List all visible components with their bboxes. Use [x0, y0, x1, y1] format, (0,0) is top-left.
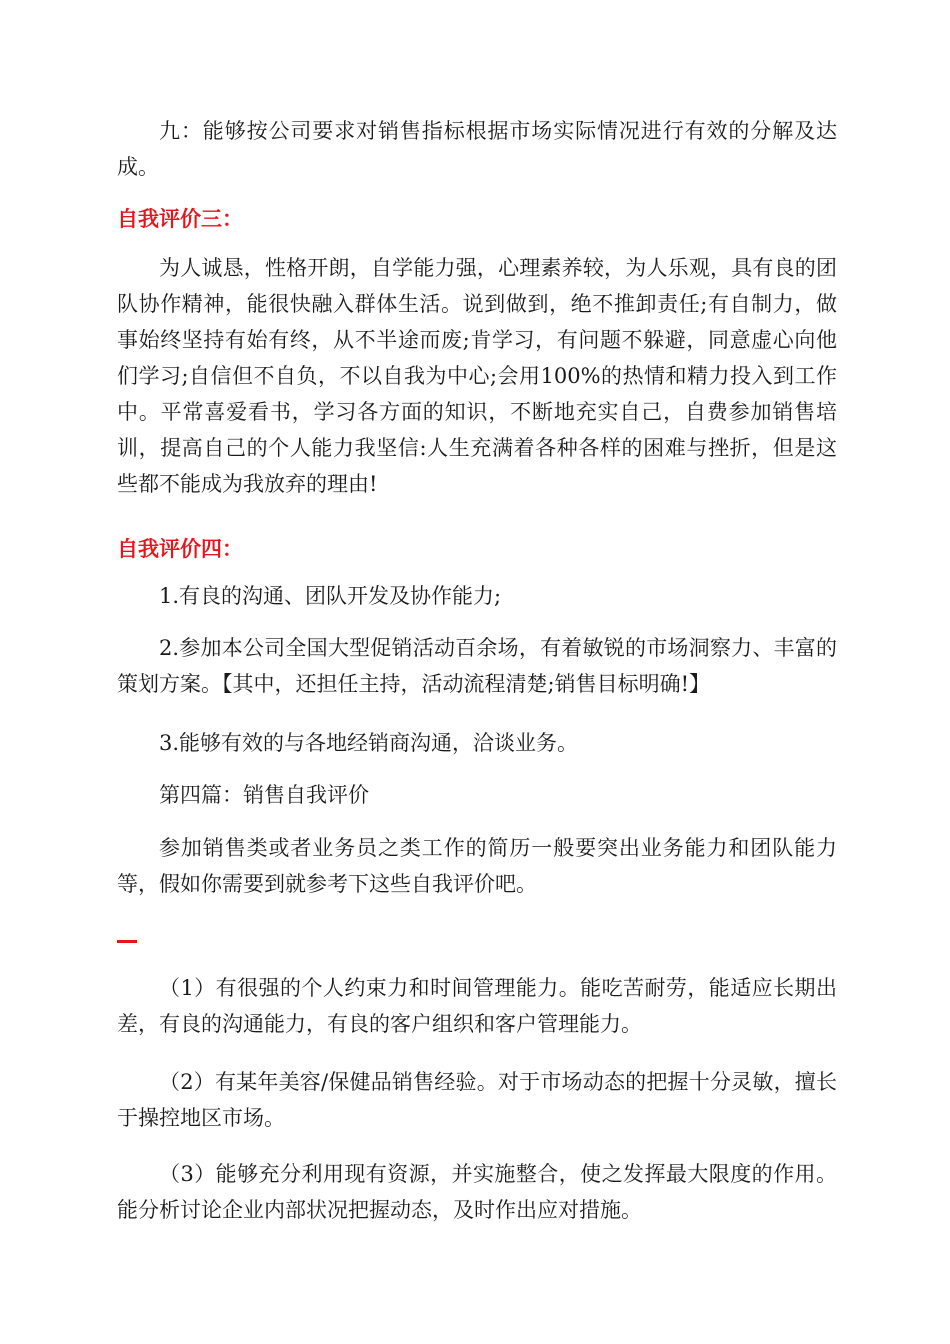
list-item-eval4-1: 1.有良的沟通、团队开发及协作能力; [159, 584, 502, 608]
heading-self-evaluation-4: 自我评价四： [117, 537, 243, 561]
paragraph-evaluation-3-body: 为人诚恳，性格开朗，自学能力强，心理素养较，为人乐观，具有良的团队协作精神，能很快融入群体生活。说到做到，绝不推卸责任;有自制力，做事始终坚持有始有终，从不半途而废;肯学习，有问题不躲避，同意虚心向他们学习;自信但不自负，不以自我为中心;会用100%的热情和精力投入到工作中。平常喜爱看书，学习各方面的知识，不断地充实自己，自费参加销售培训，提高自己的个人能力我坚信:人生充满着各种各样的困难与挫折，但是这些都不能成为我放弃的理由! [117, 256, 837, 496]
list-item-eval4-2: 2.参加本公司全国大型促销活动百余场，有着敏锐的市场洞察力、丰富的策划方案。【其中，还担任主持，活动流程清楚;销售目标明确!】 [117, 636, 837, 696]
list-item-2: （2）有某年美容/保健品销售经验。对于市场动态的把握十分灵敏，擅长于操控地区市场。 [117, 1070, 837, 1130]
article-4-intro: 参加销售类或者业务员之类工作的简历一般要突出业务能力和团队能力等，假如你需要到就参考下这些自我评价吧。 [117, 836, 837, 896]
heading-self-evaluation-3: 自我评价三： [117, 207, 243, 231]
section-dash-mark [117, 940, 137, 943]
list-item-3: （3）能够充分利用现有资源，并实施整合，使之发挥最大限度的作用。能分析讨论企业内部状况把握动态，及时作出应对措施。 [117, 1162, 837, 1222]
list-item-1: （1）有很强的个人约束力和时间管理能力。能吃苦耐劳，能适应长期出差，有良的沟通能力，有良的客户组织和客户管理能力。 [117, 976, 837, 1036]
paragraph-nine: 九：能够按公司要求对销售指标根据市场实际情况进行有效的分解及达成。 [117, 119, 837, 179]
list-item-eval4-3: 3.能够有效的与各地经销商沟通，洽谈业务。 [159, 731, 579, 755]
article-4-title: 第四篇：销售自我评价 [159, 783, 369, 807]
